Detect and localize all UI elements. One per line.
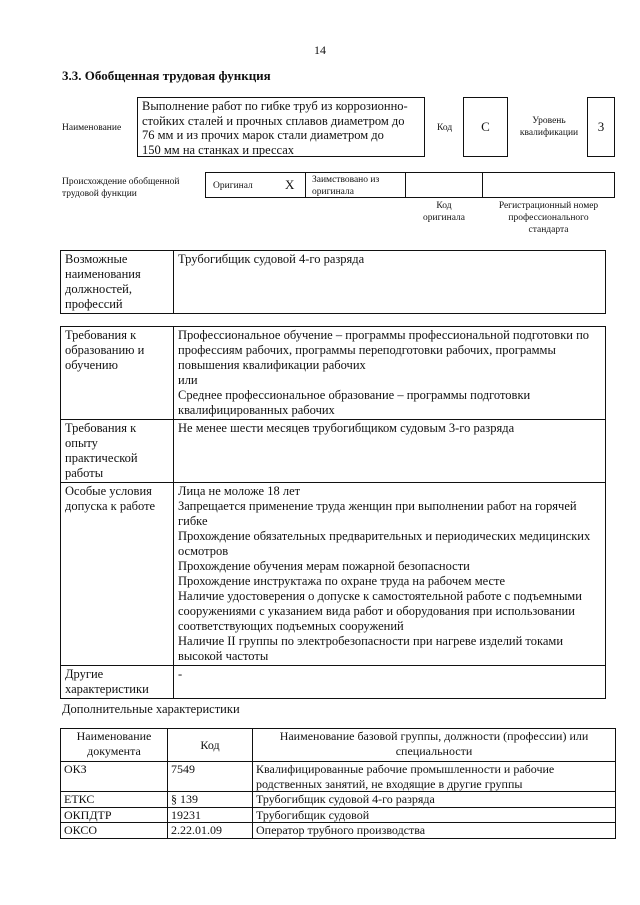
requirements-table	[60, 326, 606, 699]
header-name	[253, 729, 616, 762]
value-line: Профессиональное обучение – программы профессиональной подготовки по	[178, 328, 590, 342]
row-doc: ОКПДТР	[61, 807, 168, 823]
caption-line: стандарта	[528, 225, 569, 235]
function-name-line: стойких сталей и прочных сплавов диаметром до	[142, 113, 405, 128]
borrowed-cell	[305, 172, 406, 198]
requirement-value	[174, 483, 606, 666]
header-line: специальности	[395, 743, 473, 758]
level-label-line: квалификации	[519, 128, 579, 138]
row-code: § 139	[168, 792, 253, 808]
value-line: высокой частоты	[178, 649, 269, 663]
value-line: сооружениями с указанием вида работ и оборудования при использовании	[178, 604, 575, 618]
original-cell	[205, 172, 306, 198]
page-number: 14	[314, 43, 326, 57]
requirement-label	[61, 483, 174, 666]
level-label	[514, 115, 584, 139]
origin-label	[62, 176, 180, 200]
label-line: Особые условия	[65, 484, 152, 498]
value-line: осмотров	[178, 544, 229, 558]
value-line: Наличие II группы по электробезопасности при нагреве изделий токами	[178, 634, 564, 648]
function-name-line: Выполнение работ по гибке труб из коррозионно-	[142, 99, 408, 113]
row-doc: ЕТКС	[61, 792, 168, 808]
value-line: Прохождение инструктажа по охране труда на рабочем месте	[178, 574, 506, 588]
label-line: Другие	[65, 667, 104, 681]
value-line: Запрещается применение труда женщин при выполнении работ на горячей	[178, 499, 577, 513]
name-label: Наименование	[62, 123, 122, 133]
value-line: Прохождение обучения мерам пожарной безопасности	[178, 559, 470, 573]
value-line: Не менее шести месяцев трубогибщиком судовым 3-го разряда	[178, 421, 515, 435]
requirement-value	[174, 666, 606, 699]
label-line: образованию и	[65, 343, 145, 357]
label-line: Требования к	[65, 421, 137, 435]
origin-code-caption	[405, 200, 483, 224]
value-line: квалифицированных рабочих	[178, 403, 335, 417]
reg-number-cell	[482, 172, 615, 198]
label-line: опыту	[65, 436, 98, 450]
row-name-line: родственных занятий, не входящие в другие группы	[256, 776, 523, 791]
header-line: Наименование	[76, 729, 152, 743]
header-code: Код	[168, 729, 253, 762]
caption-line: Регистрационный номер	[498, 201, 599, 211]
value-line: Прохождение обязательных предварительных и периодических медицинских	[178, 529, 591, 543]
original-mark: Х	[285, 177, 295, 192]
value-line: профессиям рабочих, программы переподготовки рабочих, программы	[178, 343, 556, 357]
value-line: -	[178, 667, 183, 681]
additional-heading: Дополнительные характеристики	[62, 702, 240, 716]
row-name	[253, 792, 616, 808]
row-name	[253, 762, 616, 792]
row-code: 19231	[168, 807, 253, 823]
original-label: Оригинал	[213, 181, 253, 191]
level-value-box: 3	[587, 97, 615, 157]
label-line: профессий	[65, 297, 123, 311]
value-line: соответствующих подъемных сооружений	[178, 619, 404, 633]
header-line: Наименование базовой группы, должности (профессии) или	[279, 729, 589, 743]
reg-number-caption	[482, 200, 615, 236]
positions-table	[60, 250, 606, 314]
header-line: документа	[87, 743, 141, 758]
borrowed-label-line: оригинала	[312, 187, 354, 197]
label-line: обучению	[65, 358, 118, 372]
label-line: работы	[65, 466, 104, 480]
label-line: Требования к	[65, 328, 137, 342]
code-label: Код	[437, 123, 453, 133]
requirement-label	[61, 327, 174, 420]
borrowed-label-line: Заимствовано из	[312, 175, 380, 185]
value-line: повышения квалификации рабочих	[178, 358, 366, 372]
row-name-line: Трубогибщик судовой	[256, 807, 370, 822]
positions-label	[61, 251, 174, 314]
table-row	[61, 792, 616, 808]
code-value-box: С	[463, 97, 508, 157]
caption-line: профессионального	[508, 213, 589, 223]
value-line: Наличие удостоверения о допуске к самостоятельной работе с подъемными	[178, 589, 582, 603]
label-line: должностей,	[65, 282, 132, 296]
positions-value: Трубогибщик судовой 4-го разряда	[174, 251, 606, 314]
label-line: характеристики	[65, 682, 149, 696]
label-line: Возможные	[65, 252, 128, 266]
value-line: гибке	[178, 514, 208, 528]
origin-code-cell	[405, 172, 483, 198]
value-line: или	[178, 373, 198, 387]
row-name	[253, 807, 616, 823]
origin-label-line: трудовой функции	[62, 189, 137, 199]
label-line: допуска к работе	[65, 499, 156, 513]
caption-line: Код	[436, 201, 452, 211]
value-line: Среднее профессиональное образование – программы подготовки	[178, 388, 531, 402]
origin-label-line: Происхождение обобщенной	[62, 177, 180, 187]
requirement-value	[174, 327, 606, 420]
row-name	[253, 823, 616, 839]
row-code: 2.22.01.09	[168, 823, 253, 839]
table-row	[61, 762, 616, 792]
table-row	[61, 807, 616, 823]
row-doc: ОКСО	[61, 823, 168, 839]
additional-table	[60, 728, 616, 839]
value-line: Лица не моложе 18 лет	[178, 484, 301, 498]
row-name-line: Оператор трубного производства	[256, 823, 426, 837]
level-label-line: Уровень	[532, 116, 566, 126]
function-name-box	[137, 97, 425, 157]
requirement-label	[61, 666, 174, 699]
row-name-line: Трубогибщик судовой 4-го разряда	[256, 792, 435, 806]
label-line: практической	[65, 451, 138, 465]
row-code: 7549	[168, 762, 253, 792]
function-name-line: 76 мм и из прочих марок стали диаметром до	[142, 128, 384, 142]
caption-line: оригинала	[423, 213, 465, 223]
label-line: наименования	[65, 267, 141, 281]
requirement-value	[174, 420, 606, 483]
row-doc: ОКЗ	[61, 762, 168, 792]
function-name-line: 150 мм на станках и прессах	[142, 142, 295, 157]
section-heading: 3.3. Обобщенная трудовая функция	[62, 68, 271, 83]
row-name-line: Квалифицированные рабочие промышленности и рабочие	[256, 762, 555, 776]
table-row	[61, 823, 616, 839]
header-doc	[61, 729, 168, 762]
requirement-label	[61, 420, 174, 483]
